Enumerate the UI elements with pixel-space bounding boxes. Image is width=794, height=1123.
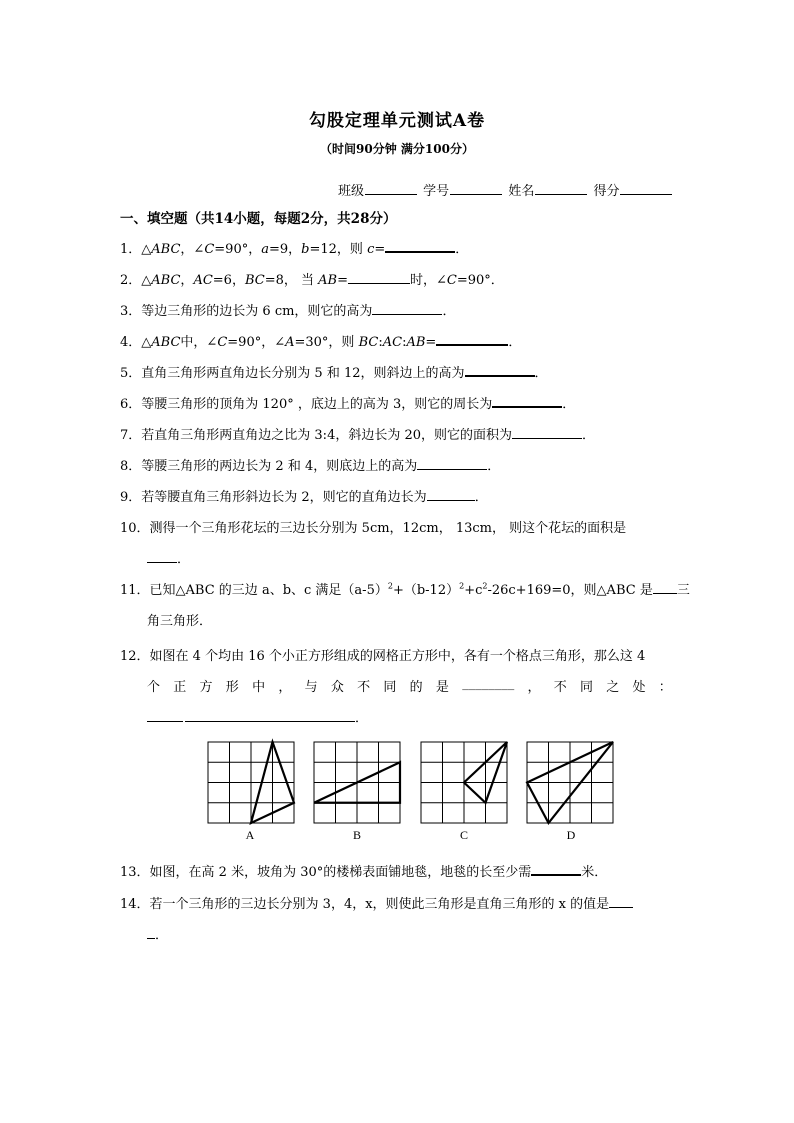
question-text: b xyxy=(301,242,310,257)
question-number: 5． xyxy=(120,366,142,381)
question-number: 12． xyxy=(120,649,150,664)
answer-blank[interactable] xyxy=(385,238,455,253)
section-heading: 一、填空题（共14小题，每题2分，共28分） xyxy=(120,211,397,227)
question-text: BC xyxy=(244,273,265,288)
question-text: 已知△ABC 的三边 a、b、c 满足（a-5） xyxy=(149,583,388,598)
question-text: AC xyxy=(193,273,213,288)
question-text: △ xyxy=(141,273,152,288)
question-text: : xyxy=(402,335,407,350)
question-8 xyxy=(120,455,500,474)
question-text: ． xyxy=(562,397,576,412)
score-label: 得分 xyxy=(593,184,620,199)
question-12 xyxy=(120,645,645,664)
question-number: 2． xyxy=(120,273,142,288)
question-13 xyxy=(120,861,607,880)
question-text: ABC xyxy=(151,335,181,350)
question-text: 如图，在高 2 米，坡角为 30°的楼梯表面铺地毯，地毯的长至少需 xyxy=(149,865,532,880)
question-char: ： xyxy=(658,680,672,695)
question-number: 11． xyxy=(120,583,150,598)
question-text: ． xyxy=(487,459,501,474)
question-char: 是 xyxy=(435,680,449,695)
grid-figure-a xyxy=(208,742,294,823)
question-char: 与 xyxy=(304,680,318,695)
question-text: =9， xyxy=(268,242,302,257)
question-char: 众 xyxy=(330,680,344,695)
page-title: 勾股定理单元测试A卷 xyxy=(308,111,486,131)
question-text: =6， xyxy=(212,273,245,288)
question-text: ． xyxy=(155,928,169,943)
name-label: 姓名 xyxy=(508,184,535,199)
question-number: 3． xyxy=(120,304,142,319)
page-subtitle: （时间90分钟 满分100分） xyxy=(320,142,474,156)
question-char: 形 xyxy=(225,680,239,695)
answer-blank[interactable] xyxy=(465,362,535,377)
grid-figure-c xyxy=(421,742,507,823)
question-text: +c xyxy=(464,583,483,598)
question-char: 正 xyxy=(173,680,187,695)
question-char: 之 xyxy=(606,680,620,695)
question-char: 个 xyxy=(147,680,161,695)
question-text: 等边三角形的边长为 6 cm，则它的高为 xyxy=(141,304,373,319)
exponent: 2 xyxy=(387,581,393,591)
question-12-line-3 xyxy=(147,707,368,726)
question-text: 中，∠ xyxy=(180,335,218,350)
question-text: a xyxy=(261,242,269,257)
question-number: 7． xyxy=(120,428,142,443)
answer-blank[interactable] xyxy=(427,487,475,501)
question-number: 13． xyxy=(120,865,150,880)
class-field[interactable] xyxy=(365,182,417,195)
question-text: =90°． xyxy=(456,273,504,288)
question-text: C xyxy=(217,335,228,350)
question-text: C xyxy=(204,242,215,257)
answer-blank[interactable]: ________ xyxy=(462,676,515,691)
question-number: 4． xyxy=(120,335,142,350)
question-10-continued xyxy=(147,548,190,567)
answer-blank[interactable] xyxy=(147,708,183,722)
question-text: AC xyxy=(382,335,403,350)
question-text: ． xyxy=(474,490,488,505)
question-text: △ xyxy=(141,335,152,350)
question-char: 同 xyxy=(383,680,397,695)
question-char: 的 xyxy=(409,680,423,695)
question-number: 6． xyxy=(120,397,142,412)
answer-blank[interactable] xyxy=(348,270,410,284)
figure-label-a: A xyxy=(245,828,255,842)
answer-blank[interactable] xyxy=(512,425,582,439)
question-text: 等腰三角形的两边长为 2 和 4，则底边上的高为 xyxy=(141,459,418,474)
question-text: BC xyxy=(358,335,379,350)
question-text: ． xyxy=(582,428,596,443)
question-text: =30°，则 xyxy=(294,335,359,350)
student-number-label: 学号 xyxy=(423,184,450,199)
question-3 xyxy=(120,300,455,319)
question-text: ABC xyxy=(151,273,181,288)
question-text: ABC xyxy=(151,242,181,257)
question-text: = xyxy=(374,242,386,257)
answer-blank[interactable] xyxy=(147,925,155,939)
question-text: ． xyxy=(355,711,369,726)
question-text: 若等腰直角三角形斜边长为 2，则它的直角边长为 xyxy=(141,490,427,505)
figure-label-c: C xyxy=(459,828,469,842)
question-text: AB xyxy=(406,335,426,350)
question-12-line-2 xyxy=(147,676,672,695)
question-number: 9． xyxy=(120,490,142,505)
question-char: ， xyxy=(278,680,292,695)
question-11-continued: 角三角形． xyxy=(147,614,213,629)
student-info-line xyxy=(338,180,674,199)
question-text: 等腰三角形的顶角为 120° ，底边上的高为 3，则它的周长为 xyxy=(141,397,493,412)
question-text: = xyxy=(425,335,437,350)
question-text: =90°， xyxy=(214,242,262,257)
grid-figure-d xyxy=(527,742,613,823)
question-6 xyxy=(120,393,575,412)
student-number-field[interactable] xyxy=(450,182,502,195)
question-4 xyxy=(120,331,521,350)
question-text: 直角三角形两直角边长分别为 5 和 12，则斜边上的高为 xyxy=(141,366,465,381)
question-text: △ xyxy=(141,242,152,257)
question-char: 同 xyxy=(579,680,593,695)
question-1 xyxy=(120,238,468,257)
question-5 xyxy=(120,362,548,381)
answer-blank[interactable] xyxy=(147,549,177,563)
grid-figure-b xyxy=(314,742,400,823)
answer-blank[interactable] xyxy=(417,456,487,470)
question-text: 如图在 4 个均由 16 个小正方形组成的网格正方形中，各有一个格点三角形，那么这 4 xyxy=(149,649,646,664)
score-field[interactable] xyxy=(620,182,672,195)
question-14-continued xyxy=(147,924,168,943)
question-text: 若一个三角形的三边长分别为 3，4，x，则使此三角形是直角三角形的 x 的值是 xyxy=(149,897,610,912)
figure-label-d: D xyxy=(566,828,576,842)
question-char: ， xyxy=(527,680,541,695)
question-text: ． xyxy=(442,304,456,319)
question-2 xyxy=(120,269,504,288)
question-text: AB xyxy=(318,273,338,288)
question-text: 三 xyxy=(676,583,690,598)
name-field[interactable] xyxy=(535,182,587,195)
question-char: 中 xyxy=(252,680,266,695)
question-text: c xyxy=(367,242,375,257)
answer-blank[interactable] xyxy=(609,894,633,908)
question-number: 8． xyxy=(120,459,142,474)
question-text: : xyxy=(378,335,383,350)
question-10 xyxy=(120,517,626,536)
figure-label-b: B xyxy=(352,828,362,842)
question-number: 1． xyxy=(120,242,142,257)
question-text: ． xyxy=(534,366,548,381)
question-text: 若直角三角形两直角边之比为 3:4，斜边长为 20，则它的面积为 xyxy=(141,428,513,443)
question-text: +（b-12） xyxy=(392,583,460,598)
question-number: 10． xyxy=(120,521,150,536)
question-text: ． xyxy=(177,552,191,567)
question-text: =90°，∠ xyxy=(227,335,286,350)
question-char: 不 xyxy=(553,680,567,695)
answer-blank[interactable] xyxy=(531,861,581,876)
answer-blank[interactable] xyxy=(372,301,442,315)
question-9 xyxy=(120,486,488,505)
question-14 xyxy=(120,893,633,912)
question-number: 14． xyxy=(120,897,150,912)
question-char: 处 xyxy=(632,680,646,695)
question-11 xyxy=(120,579,690,598)
answer-blank[interactable] xyxy=(436,331,508,346)
question-text: C xyxy=(446,273,457,288)
question-text: -26c+169=0，则△ABC 是 xyxy=(487,583,653,598)
question-text: ， xyxy=(180,273,194,288)
exponent: 2 xyxy=(459,581,465,591)
answer-blank[interactable] xyxy=(653,580,677,594)
class-label: 班级 xyxy=(338,184,365,199)
question-text: ，∠ xyxy=(180,242,205,257)
question-text: = xyxy=(337,273,348,288)
question-text: =8， 当 xyxy=(264,273,319,288)
exponent: 2 xyxy=(482,581,488,591)
answer-blank[interactable] xyxy=(492,393,562,408)
question-text: 米． xyxy=(581,865,608,880)
question-7 xyxy=(120,424,595,443)
question-text: ． xyxy=(508,335,522,350)
question-char: 方 xyxy=(199,680,213,695)
grid-figures xyxy=(200,735,620,847)
question-text: 时，∠ xyxy=(410,273,447,288)
answer-blank[interactable] xyxy=(185,708,355,722)
question-text: 测得一个三角形花坛的三边长分别为 5cm，12cm， 13cm， 则这个花坛的面积是 xyxy=(149,521,627,536)
question-text: A xyxy=(285,335,295,350)
question-text: ． xyxy=(455,242,469,257)
question-text: =12，则 xyxy=(309,242,368,257)
question-char: 不 xyxy=(357,680,371,695)
